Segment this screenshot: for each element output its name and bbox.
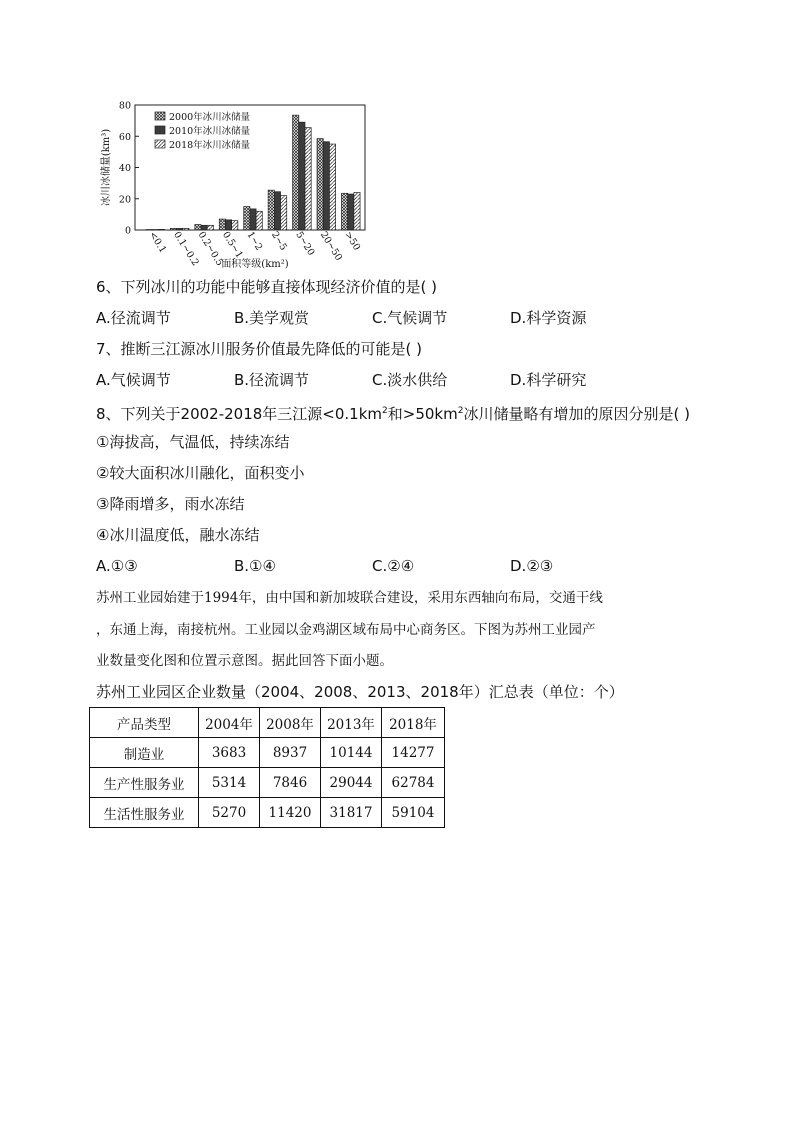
q7-option-a[interactable]: A.气候调节 [96, 371, 171, 389]
table-header-row [90, 708, 445, 738]
bar-2000年冰川冰储量 [341, 193, 347, 230]
q7-option-c[interactable]: C.淡水供给 [372, 371, 448, 389]
legend-label: 2018年冰川冰储量 [169, 140, 251, 151]
table-cell: 62784 [382, 768, 445, 798]
bar-2000年冰川冰储量 [293, 115, 299, 230]
x-tick-label: 0.5~1 [220, 229, 245, 261]
q8-statement-1: ①海拔高，气温低，持续冻结 [96, 433, 290, 451]
q6-option-d[interactable]: D.科学资源 [510, 309, 587, 327]
question-7-stem: 7、推断三江源冰川服务价值最先降低的可能是( ) [96, 340, 423, 358]
y-tick-label: 20 [118, 194, 131, 206]
q6-option-c[interactable]: C.气候调节 [372, 309, 448, 327]
bar-2000年冰川冰储量 [195, 225, 201, 230]
passage-line-1: 苏州工业园始建于1994年，由中国和新加坡联合建设，采用东西轴向布局，交通干线 [96, 590, 603, 606]
bar-2018年冰川冰储量 [183, 228, 189, 230]
bar-2010年冰川冰储量 [323, 142, 329, 230]
bar-2018年冰川冰储量 [207, 225, 213, 230]
bar-2000年冰川冰储量 [219, 219, 225, 230]
q8-superscript: 2 [382, 406, 388, 416]
table-cell: 59104 [382, 798, 445, 828]
bar-2000年冰川冰储量 [244, 207, 250, 230]
bar-2000年冰川冰储量 [146, 230, 152, 231]
bar-2010年冰川冰储量 [250, 209, 256, 230]
table-row [90, 768, 445, 798]
bar-2010年冰川冰储量 [348, 194, 354, 230]
table-cell: 5314 [199, 768, 260, 798]
y-tick-label: 80 [118, 100, 131, 112]
table-cell: 31817 [321, 798, 382, 828]
x-axis-label: 面积等级(km²) [221, 259, 289, 270]
table-cell: 3683 [199, 738, 260, 768]
q8-option-b[interactable]: B.①④ [234, 557, 276, 575]
legend-swatch [155, 126, 165, 134]
q6-option-a[interactable]: A.径流调节 [96, 309, 171, 327]
question-6-stem: 6、下列冰川的功能中能够直接体现经济价值的是( ) [96, 278, 438, 296]
y-tick-label: 0 [124, 225, 131, 237]
q8-statement-3: ③降雨增多，雨水冻结 [96, 495, 245, 513]
x-tick-label: 0.2~0.5 [195, 229, 226, 268]
x-tick-label: 20~50 [317, 229, 345, 263]
bar-2010年冰川冰储量 [299, 122, 305, 230]
legend-swatch [155, 112, 165, 120]
y-axis-label: 冰川冰储量(km³) [101, 128, 112, 207]
y-tick-label: 40 [118, 163, 131, 174]
table-row [90, 738, 445, 768]
table-header-cell: 2004年 [199, 708, 260, 738]
glacier-storage-chart [95, 95, 385, 270]
table-cell: 8937 [260, 738, 321, 768]
table-cell: 制造业 [90, 738, 199, 768]
q8-option-d[interactable]: D.②③ [510, 557, 554, 575]
table-header-cell: 产品类型 [90, 708, 199, 738]
q8-superscript: 2 [457, 406, 464, 416]
table-cell: 10144 [321, 738, 382, 768]
table-header-cell: 2008年 [260, 708, 321, 738]
bar-2018年冰川冰储量 [329, 144, 335, 230]
q8-option-c[interactable]: C.②④ [372, 557, 415, 575]
table-cell: 5270 [199, 798, 260, 828]
q7-option-b[interactable]: B.径流调节 [234, 371, 310, 389]
x-tick-label: 1~2 [244, 229, 265, 253]
bar-2000年冰川冰储量 [268, 190, 274, 230]
bar-2018年冰川冰储量 [256, 211, 262, 230]
bar-2018年冰川冰储量 [305, 128, 311, 230]
bar-2018年冰川冰储量 [232, 221, 238, 230]
table-header-cell: 2018年 [382, 708, 445, 738]
q8-statement-4: ④冰川温度低，融水冻结 [96, 526, 260, 544]
x-tick-label: >50 [342, 229, 363, 253]
table-cell: 7846 [260, 768, 321, 798]
q8-stem-part: 冰川储量略有增加的原因分别是( ) [463, 405, 690, 423]
legend-label: 2010年冰川冰储量 [169, 126, 251, 137]
x-tick-label: 2~5 [268, 229, 289, 253]
bar-2018年冰川冰储量 [281, 196, 287, 230]
bar-2018年冰川冰储量 [354, 193, 360, 231]
table-cell: 14277 [382, 738, 445, 768]
legend-swatch [155, 140, 165, 148]
table-cell: 生产性服务业 [90, 768, 199, 798]
question-8-stem [96, 401, 690, 424]
q8-statement-2: ②较大面积冰川融化，面积变小 [96, 464, 305, 482]
table-header-cell: 2013年 [321, 708, 382, 738]
y-tick-label: 60 [118, 131, 131, 143]
table-row [90, 798, 445, 828]
table-cell: 29044 [321, 768, 382, 798]
x-tick-label: 0.1~0.2 [171, 229, 201, 268]
q7-option-d[interactable]: D.科学研究 [510, 371, 587, 389]
passage-line-3: 业数量变化图和位置示意图。据此回答下面小题。 [96, 653, 393, 669]
x-tick-label: <0.1 [146, 229, 169, 256]
bar-2010年冰川冰储量 [274, 192, 280, 230]
enterprise-count-table [89, 707, 445, 828]
x-tick-label: 5~20 [293, 229, 317, 258]
passage-line-2: ，东通上海，南接杭州。工业园以金鸡湖区域布局中心商务区。下图为苏州工业园产 [96, 622, 596, 638]
q8-option-a[interactable]: A.①③ [96, 557, 138, 575]
bar-2010年冰川冰储量 [225, 220, 231, 230]
bar-2000年冰川冰储量 [170, 228, 176, 230]
q8-stem-part: 8、下列关于2002-2018年三江源<0.1km [96, 405, 383, 423]
legend-label: 2000年冰川冰储量 [169, 112, 251, 123]
table-cell: 11420 [260, 798, 321, 828]
bar-2018年冰川冰储量 [158, 229, 164, 230]
q8-stem-part: 和>50km [387, 405, 458, 423]
table-title: 苏州工业园区企业数量（2004、2008、2013、2018年）汇总表（单位：个） [96, 683, 624, 701]
table-cell: 生活性服务业 [90, 798, 199, 828]
q6-option-b[interactable]: B.美学观赏 [234, 309, 310, 327]
bar-2000年冰川冰储量 [317, 139, 323, 230]
